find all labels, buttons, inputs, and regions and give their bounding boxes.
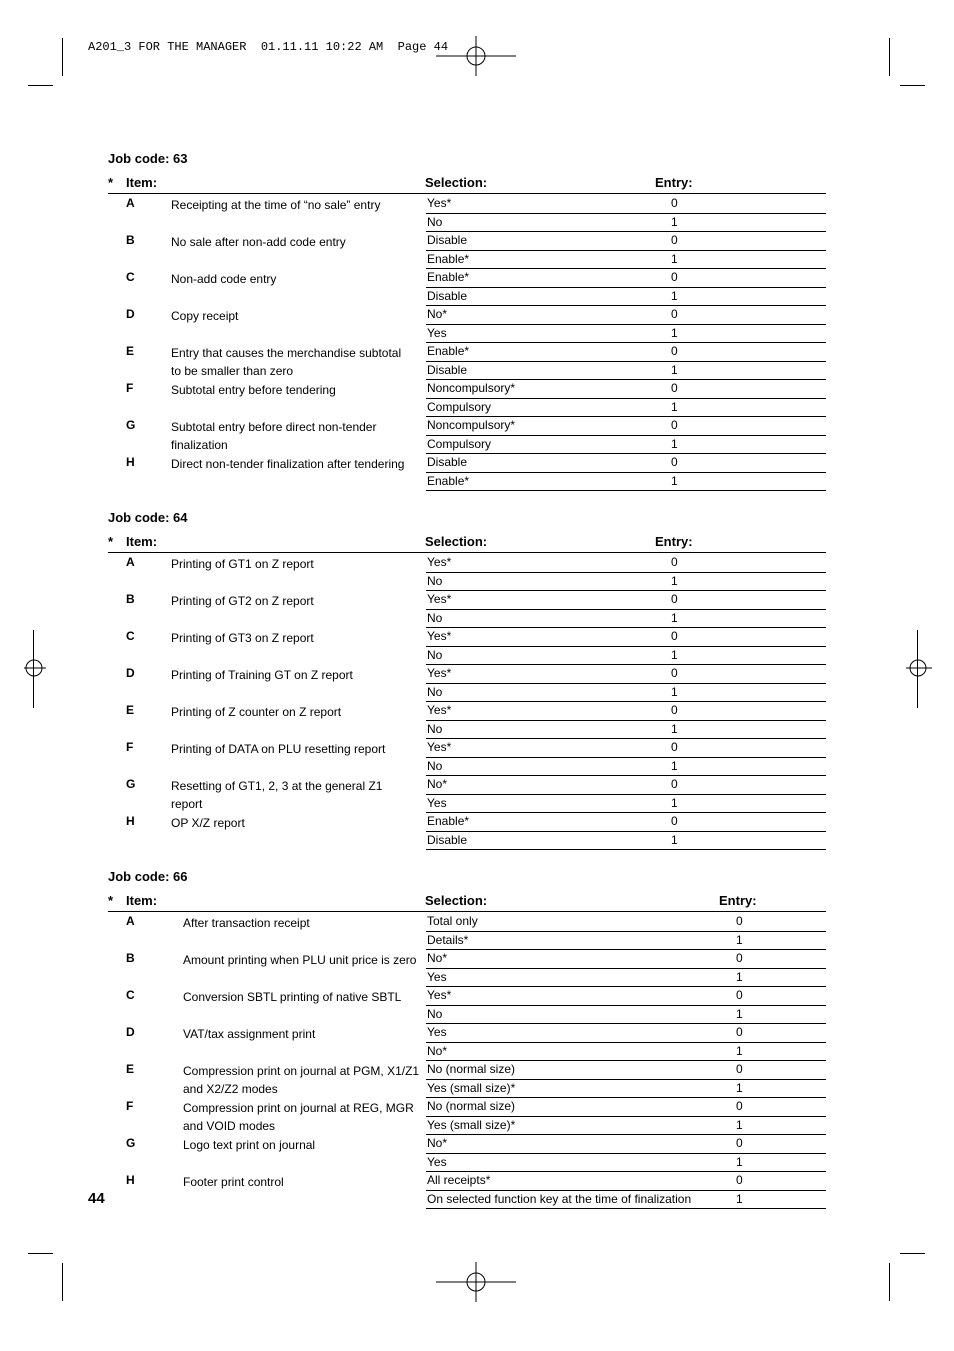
item-description: Subtotal entry before tendering — [171, 383, 336, 397]
entry-value: 0 — [671, 740, 678, 754]
item-letter: D — [126, 1025, 135, 1039]
item-description: Resetting of GT1, 2, 3 at the general Z1 report — [171, 779, 383, 812]
table-row — [108, 379, 826, 416]
job-code-title: Job code: 66 — [108, 869, 188, 884]
option-row — [426, 1153, 826, 1173]
option-row — [426, 949, 826, 969]
option-row — [426, 305, 826, 325]
item-letter: C — [126, 988, 135, 1002]
entry-value: 1 — [671, 251, 678, 266]
selection-value: On selected function key at the time of finalization — [427, 1191, 692, 1206]
option-row — [426, 250, 826, 270]
item-header: Item: — [126, 175, 158, 190]
table-row — [108, 453, 826, 490]
entry-value: 1 — [736, 932, 743, 947]
selection-value: No* — [427, 777, 448, 791]
option-row — [426, 287, 826, 307]
entry-value: 0 — [671, 381, 678, 395]
entry-value: 0 — [736, 988, 743, 1002]
item-description: Entry that causes the merchandise subtotal to be smaller than zero — [171, 346, 402, 379]
item-description: Non-add code entry — [171, 272, 277, 286]
option-row — [426, 794, 826, 814]
option-row — [426, 609, 826, 629]
entry-value: 1 — [736, 1006, 743, 1021]
option-row — [426, 1005, 826, 1025]
entry-value: 1 — [671, 214, 678, 229]
selection-value: Disable — [427, 288, 468, 303]
option-row — [426, 720, 826, 740]
option-row — [426, 912, 826, 932]
option-row — [426, 324, 826, 344]
item-letter: E — [126, 1062, 135, 1076]
selection-value: Yes* — [427, 196, 452, 210]
entry-value: 1 — [671, 399, 678, 414]
option-row — [426, 1042, 826, 1062]
item-description: Footer print control — [183, 1175, 284, 1189]
star-header: * — [108, 175, 114, 190]
item-description: Receipting at the time of “no sale” entry — [171, 198, 381, 212]
table-header — [108, 893, 826, 912]
entry-value: 1 — [736, 1043, 743, 1058]
selection-value: Yes (small size)* — [427, 1080, 516, 1095]
selection-value: Yes* — [427, 592, 452, 606]
table-row — [108, 986, 826, 1023]
table-row — [108, 1023, 826, 1060]
item-header: Item: — [126, 534, 158, 549]
selection-value: No — [427, 214, 443, 229]
entry-value: 0 — [736, 1062, 743, 1076]
option-row — [426, 590, 826, 610]
selection-value: No* — [427, 951, 448, 965]
table-row — [108, 701, 826, 738]
selection-value: All receipts* — [427, 1173, 491, 1187]
item-description: Printing of GT3 on Z report — [171, 631, 314, 645]
table-row — [108, 553, 826, 590]
entry-value: 0 — [671, 233, 678, 247]
entry-value: 1 — [671, 795, 678, 810]
item-letter: E — [126, 344, 135, 358]
selection-value: Yes* — [427, 703, 452, 717]
selection-header: Selection: — [425, 534, 488, 549]
item-description: After transaction receipt — [183, 916, 310, 930]
item-description: No sale after non-add code entry — [171, 235, 346, 249]
option-row — [426, 1023, 826, 1043]
selection-value: No* — [427, 1043, 448, 1058]
selection-value: Disable — [427, 832, 468, 847]
option-row — [426, 931, 826, 951]
item-letter: F — [126, 1099, 134, 1113]
header-slug: A201_3 FOR THE MANAGER 01.11.11 10:22 AM Page 44 — [88, 40, 449, 54]
item-description: Compression print on journal at PGM, X1/Z1 and X2/Z2 modes — [183, 1064, 420, 1097]
entry-value: 0 — [736, 1025, 743, 1039]
selection-value: Yes (small size)* — [427, 1117, 516, 1132]
item-description: Compression print on journal at REG, MGR and VOID modes — [183, 1101, 414, 1134]
selection-value: Enable* — [427, 251, 470, 266]
table-row — [108, 590, 826, 627]
item-description: OP X/Z report — [171, 816, 245, 830]
entry-value: 0 — [671, 666, 678, 680]
selection-value: Noncompulsory* — [427, 418, 516, 432]
selection-value: Details* — [427, 932, 469, 947]
option-row — [426, 268, 826, 288]
item-letter: A — [126, 914, 135, 928]
table-row — [108, 231, 826, 268]
option-row — [426, 646, 826, 666]
selection-value: No* — [427, 307, 448, 321]
entry-value: 0 — [671, 703, 678, 717]
registration-mark-icon — [24, 650, 46, 686]
entry-value: 0 — [736, 951, 743, 965]
entry-value: 0 — [671, 307, 678, 321]
table-row — [108, 627, 826, 664]
selection-value: Yes — [427, 1025, 447, 1039]
option-row — [426, 1079, 826, 1099]
option-row — [426, 701, 826, 721]
item-description: Printing of Z counter on Z report — [171, 705, 342, 719]
entry-header: Entry: — [655, 175, 693, 190]
job-table-63 — [108, 175, 826, 490]
selection-value: Disable — [427, 362, 468, 377]
table-row — [108, 305, 826, 342]
option-row — [426, 1060, 826, 1080]
table-row — [108, 194, 826, 231]
selection-value: No — [427, 1006, 443, 1021]
option-row — [426, 194, 826, 214]
option-row — [426, 379, 826, 399]
registration-mark-icon — [436, 1262, 516, 1302]
item-letter: H — [126, 814, 135, 828]
item-letter: A — [126, 196, 135, 210]
entry-value: 0 — [671, 270, 678, 284]
option-row — [426, 775, 826, 795]
option-row — [426, 213, 826, 233]
item-letter: E — [126, 703, 135, 717]
table-row — [108, 1060, 826, 1097]
job-table-66 — [108, 893, 826, 1208]
entry-value: 1 — [671, 684, 678, 699]
item-description: Conversion SBTL printing of native SBTL — [183, 990, 402, 1004]
selection-value: No — [427, 647, 443, 662]
item-letter: D — [126, 666, 135, 680]
star-header: * — [108, 534, 114, 549]
job-code-title: Job code: 63 — [108, 151, 188, 166]
table-header — [108, 175, 826, 194]
selection-header: Selection: — [425, 175, 488, 190]
selection-value: Enable* — [427, 344, 470, 358]
item-description: Printing of GT1 on Z report — [171, 557, 314, 571]
option-row — [426, 664, 826, 684]
table-row — [108, 738, 826, 775]
option-row — [426, 572, 826, 592]
entry-value: 1 — [736, 1080, 743, 1095]
option-row — [426, 231, 826, 251]
selection-value: Yes — [427, 325, 447, 340]
table-row — [108, 342, 826, 379]
selection-value: Enable* — [427, 473, 470, 488]
table-header — [108, 534, 826, 553]
option-row — [426, 627, 826, 647]
selection-value: Yes — [427, 969, 447, 984]
item-letter: D — [126, 307, 135, 321]
table-row — [108, 1134, 826, 1171]
selection-value: Yes* — [427, 629, 452, 643]
item-letter: C — [126, 629, 135, 643]
item-letter: H — [126, 455, 135, 469]
item-description: Printing of GT2 on Z report — [171, 594, 314, 608]
selection-value: Yes* — [427, 740, 452, 754]
option-row — [426, 812, 826, 832]
selection-value: Yes — [427, 795, 447, 810]
entry-value: 1 — [736, 969, 743, 984]
option-row — [426, 472, 826, 492]
selection-value: Yes — [427, 1154, 447, 1169]
item-description: Logo text print on journal — [183, 1138, 316, 1152]
selection-value: Disable — [427, 233, 468, 247]
table-row — [108, 1171, 826, 1208]
item-letter: C — [126, 270, 135, 284]
selection-value: No (normal size) — [427, 1099, 516, 1113]
selection-value: No — [427, 610, 443, 625]
job-table-64 — [108, 534, 826, 849]
option-row — [426, 738, 826, 758]
selection-value: No (normal size) — [427, 1062, 516, 1076]
item-letter: F — [126, 740, 134, 754]
table-row — [108, 268, 826, 305]
selection-value: Noncompulsory* — [427, 381, 516, 395]
option-row — [426, 968, 826, 988]
selection-value: Yes* — [427, 555, 452, 569]
item-description: Copy receipt — [171, 309, 239, 323]
option-row — [426, 416, 826, 436]
entry-value: 1 — [671, 647, 678, 662]
entry-value: 1 — [671, 325, 678, 340]
option-row — [426, 398, 826, 418]
entry-value: 0 — [671, 555, 678, 569]
entry-value: 1 — [736, 1117, 743, 1132]
entry-value: 0 — [671, 814, 678, 828]
entry-value: 0 — [736, 914, 743, 928]
selection-value: Compulsory — [427, 436, 492, 451]
entry-value: 1 — [736, 1154, 743, 1169]
option-row — [426, 1134, 826, 1154]
entry-header: Entry: — [719, 893, 757, 908]
selection-value: Enable* — [427, 814, 470, 828]
entry-value: 0 — [671, 592, 678, 606]
registration-mark-icon — [906, 650, 932, 686]
selection-value: Disable — [427, 455, 468, 469]
table-row — [108, 912, 826, 949]
item-header: Item: — [126, 893, 158, 908]
item-description: Printing of Training GT on Z report — [171, 668, 353, 682]
item-letter: B — [126, 233, 135, 247]
item-letter: B — [126, 951, 135, 965]
item-description: Subtotal entry before direct non-tender finalization — [171, 420, 377, 453]
selection-value: No* — [427, 1136, 448, 1150]
entry-value: 1 — [736, 1191, 743, 1206]
option-row — [426, 683, 826, 703]
selection-value: Yes* — [427, 988, 452, 1002]
option-row — [426, 757, 826, 777]
entry-value: 1 — [671, 362, 678, 377]
entry-value: 1 — [671, 436, 678, 451]
item-letter: B — [126, 592, 135, 606]
item-letter: G — [126, 777, 136, 791]
registration-mark-icon — [436, 36, 516, 76]
selection-value: No — [427, 721, 443, 736]
selection-value: Enable* — [427, 270, 470, 284]
table-row — [108, 416, 826, 453]
option-row — [426, 1116, 826, 1136]
option-row — [426, 361, 826, 381]
item-letter: G — [126, 1136, 136, 1150]
item-letter: H — [126, 1173, 135, 1187]
entry-value: 1 — [671, 573, 678, 588]
option-row — [426, 986, 826, 1006]
option-row — [426, 342, 826, 362]
selection-value: Yes* — [427, 666, 452, 680]
entry-value: 0 — [671, 629, 678, 643]
entry-header: Entry: — [655, 534, 693, 549]
option-row — [426, 553, 826, 573]
option-row — [426, 831, 826, 851]
entry-value: 0 — [671, 418, 678, 432]
selection-value: No — [427, 573, 443, 588]
entry-value: 0 — [671, 455, 678, 469]
selection-value: Compulsory — [427, 399, 492, 414]
option-row — [426, 1097, 826, 1117]
option-row — [426, 435, 826, 455]
entry-value: 1 — [671, 473, 678, 488]
item-letter: G — [126, 418, 136, 432]
star-header: * — [108, 893, 114, 908]
item-letter: A — [126, 555, 135, 569]
option-row — [426, 453, 826, 473]
entry-value: 1 — [671, 832, 678, 847]
page-number: 44 — [88, 1190, 105, 1207]
item-description: VAT/tax assignment print — [183, 1027, 316, 1041]
table-row — [108, 812, 826, 849]
job-code-title: Job code: 64 — [108, 510, 188, 525]
entry-value: 1 — [671, 610, 678, 625]
item-description: Printing of DATA on PLU resetting report — [171, 742, 386, 756]
table-row — [108, 775, 826, 812]
entry-value: 0 — [736, 1099, 743, 1113]
selection-value: Total only — [427, 914, 478, 928]
table-row — [108, 949, 826, 986]
item-description: Amount printing when PLU unit price is zero — [183, 953, 417, 967]
option-row — [426, 1171, 826, 1191]
entry-value: 0 — [671, 777, 678, 791]
entry-value: 1 — [671, 288, 678, 303]
table-row — [108, 1097, 826, 1134]
selection-value: No — [427, 758, 443, 773]
entry-value: 0 — [736, 1173, 743, 1187]
selection-value: No — [427, 684, 443, 699]
selection-header: Selection: — [425, 893, 488, 908]
item-description: Direct non-tender finalization after tendering — [171, 457, 405, 471]
entry-value: 0 — [671, 344, 678, 358]
option-row — [426, 1190, 826, 1210]
entry-value: 1 — [671, 721, 678, 736]
item-letter: F — [126, 381, 134, 395]
entry-value: 0 — [671, 196, 678, 210]
table-row — [108, 664, 826, 701]
entry-value: 1 — [671, 758, 678, 773]
entry-value: 0 — [736, 1136, 743, 1150]
